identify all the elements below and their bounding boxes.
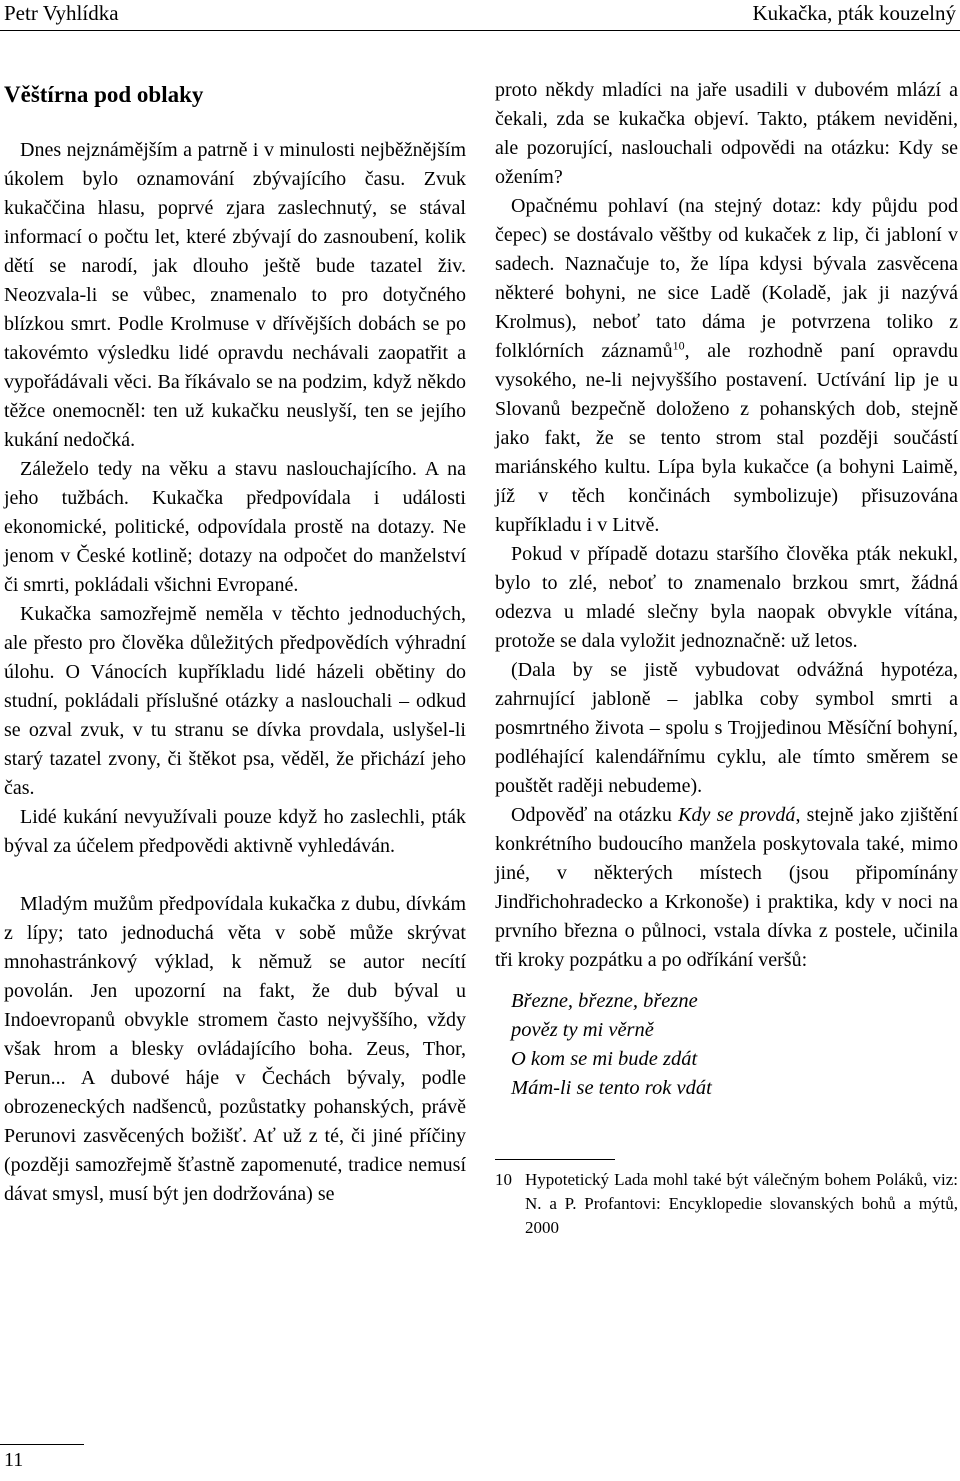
paragraph-text: Odpověď na otázku [511,804,679,826]
paragraph-text: Opačnému pohlaví (na stejný dotaz: kdy půjdu pod čepec) se dostávalo věštby od kukaček z lip, či jabloní v sadech. Naznačuje to, že lípa kdysi bývala zasvěcena některé bohyni, ne sice Ladě (Koladě, jak ji nazývá Krolmus), neboť tato dáma je potvrzena toliko z folklórních záznamů [495,195,958,362]
paragraph: Záleželo tedy na věku a stavu naslouchajícího. A na jeho tužbách. Kukačka předpovídala i události ekonomické, politické, odpovídala prostě na dotazy. Ne jenom v České kotlině; dotazy na odpočet do manželství či smrti, pokládali všichni Evropané. [4,458,466,596]
poem-line: pověz ty mi věrně [511,1019,654,1041]
paragraph-gap [4,861,466,890]
italic-question: Kdy se provdá [678,804,796,826]
right-column [495,76,958,1240]
poem-line: Březne, březne, březne [511,990,698,1012]
footnote-text: Hypotetický Lada mohl také být válečným bohem Poláků, viz: N. a P. Profantovi: Encyklopedie slovanských bohů a mýtů, 2000 [525,1170,958,1237]
paragraph-text: , stejně jako zjištění konkrétního budoucího manžela poskytovala také, mimo jiné, v některých místech (jsou připomínány Jindřichohradecko a Krkonoše) i praktika, kdy v noci na prvního března o půlnoci, vstala dívka z postele, učinila tři kroky pozpátku a po odříkání veršů: [495,804,958,971]
paragraph [495,192,958,540]
section-title: Věštírna pod oblaky [4,82,204,107]
paragraph: Dnes nejznámějším a patrně i v minulosti nejběžnějším úkolem bylo oznamování zbývajícího času. Zvuk kukaččina hlasu, poprvé zjara zaslechnutý, se stával informací o počtu let, které zbývají do zasnoubení, kolik dětí se narodí, jak dlouho ještě bude tazatel živ. Neozvala-li se vůbec, znamenalo to pro dotyčného blízkou smrt. Podle Krolmuse v dřívějších dobách se po takovémto výsledku lidé opravdu nechávali zaopatřit a vypořádávali věci. Ba říkávalo se na podzim, když někdo těžce onemocněl: ten už kukačku neuslyší, ten se jejího kukání nedočká. [4,139,466,451]
paragraph: proto někdy mladíci na jaře usadili v dubovém mlází a čekali, zda se kukačka objeví. Takto, ptákem neviděni, ale pozorující, naslouchali odpovědi na otázku: Kdy se ožením? [495,79,958,188]
running-header [0,0,960,31]
header-book-title: Kukačka, pták kouzelný [752,1,956,25]
footnote-number: 10 [495,1170,512,1189]
poem-line: O kom se mi bude zdát [511,1048,698,1070]
left-column [4,76,466,1209]
footnote-reference[interactable]: 10 [672,338,685,353]
paragraph: Mladým mužům předpovídala kukačka z dubu, dívkám z lípy; tato jednoduchá věta v sobě může skrývat mnohastránkový výklad, k němuž se autor necítí povolán. Jen upozorní na fakt, že dub býval u Indoevropanů obvykle stromem často nejvyššího, vždy však hrom a blesky ovládajícího boha. Zeus, Thor, Perun... A dubové háje v Čechách bývaly, podle obrozeneckých nadšenců, pozůstatky pohanských, právě Perunovi zasvěcených božišť. Ať už z té, či jiné příčiny (později samozřejmě šťastně zapomenuté, tradice nemusí dávat smysl, musí být jen dodržována) se [4,893,466,1205]
paragraph: (Dala by se jistě vybudovat odvážná hypotéza, zahrnující jabloně – jablka coby symbol smrti a posmrtného života – spolu s Trojjedinou Měsíční bohyní, podléhající kalendářnímu cyklu, ale tímto směrem se pouštět raději nebudeme). [495,659,958,797]
poem [511,987,958,1103]
footnote-divider [495,1159,615,1160]
page-number: 11 [0,1444,84,1481]
paragraph: Lidé kukání nevyužívali pouze když ho zaslechli, pták býval za účelem předpovědi aktivně vyhledáván. [4,806,466,857]
header-author: Petr Vyhlídka [4,1,119,25]
paragraph-text: , ale rozhodně paní opravdu vysokého, ne-li nejvyššího postavení. Uctívání lip je u Slovanů bezpečně doloženo z pohanských dob, stejně jako fakt, že se tento strom stal později součástí mariánského kultu. Lípa byla kukačce (a bohyni Laimě, jíž v těch končinách symbolizuje) přisuzována kupříkladu i v Litvě. [495,340,958,536]
footnote [495,1168,958,1240]
paragraph [495,801,958,975]
paragraph: Kukačka samozřejmě neměla v těchto jednoduchých, ale přesto pro člověka důležitých předpovědích výhradní úlohu. O Vánocích kupříkladu lidé házeli obětiny do studní, pokládali příslušné otázky a naslouchali – odkud se ozval zvuk, v tu stranu se dívka provdala, uslyšel-li starý tazatel zvony, či štěkot psa, věděl, že přichází jeho čas. [4,603,466,799]
poem-line: Mám-li se tento rok vdát [511,1077,712,1099]
paragraph: Pokud v případě dotazu staršího člověka pták nekukl, bylo to zlé, neboť to znamenalo brzkou smrt, žádná odezva u mladé slečny byla naopak obvykle vítána, protože se dala vyložit jednoznačně: už letos. [495,543,958,652]
